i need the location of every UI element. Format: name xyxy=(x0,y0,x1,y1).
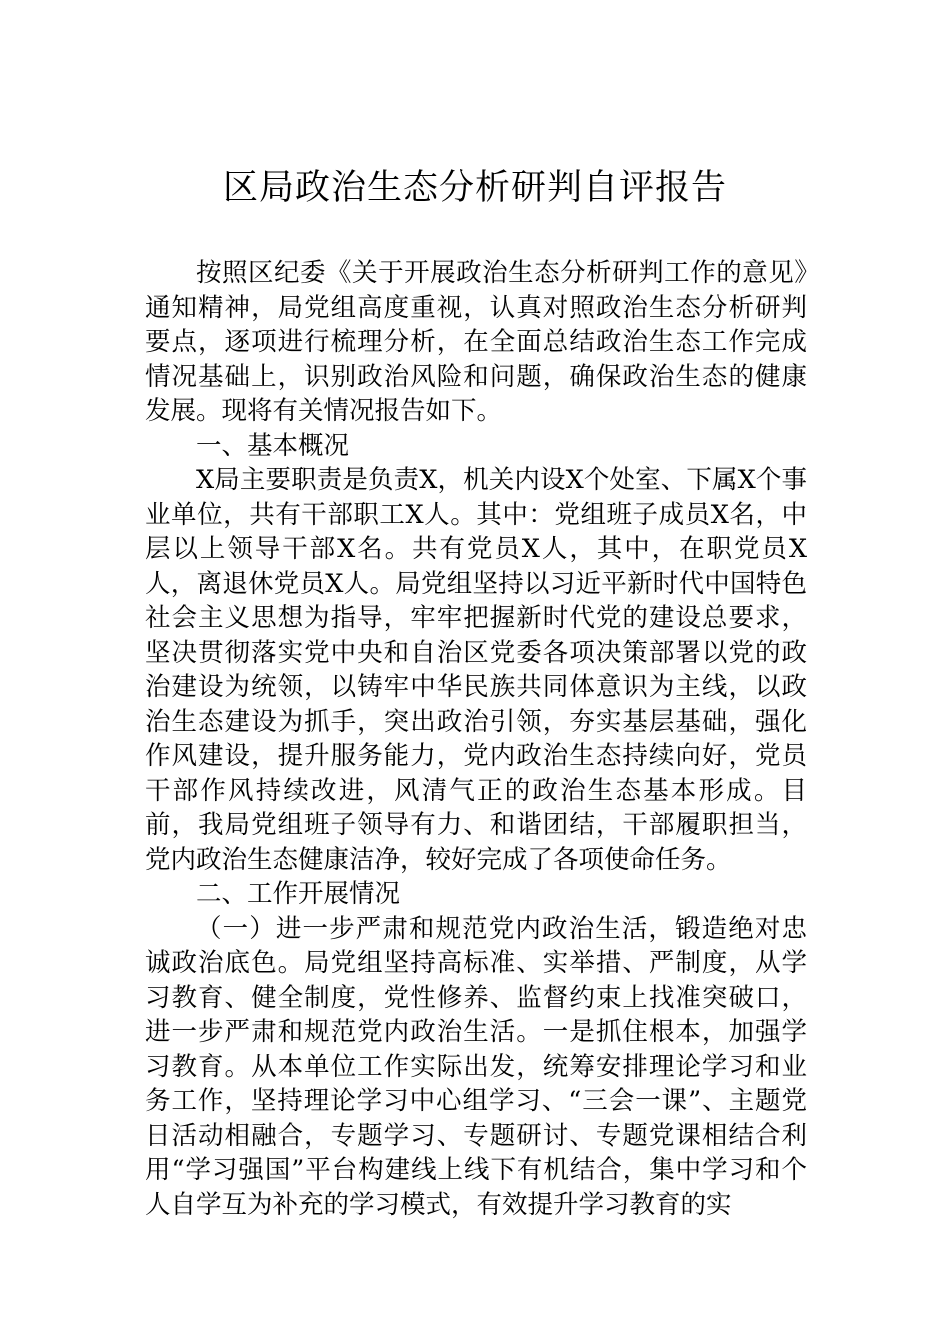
document-body xyxy=(145,256,807,1222)
intro-paragraph: 按照区纪委《关于开展政治生态分析研判工作的意见》通知精神，局党组高度重视，认真对照政治生态分析研判要点，逐项进行梳理分析，在全面总结政治生态工作完成情况基础上，识别政治风险和问题，确保政治生态的健康发展。现将有关情况报告如下。 xyxy=(145,258,807,426)
section-heading-work-progress: 二、工作开展情况 xyxy=(196,879,401,909)
section-heading-basic-overview: 一、基本概况 xyxy=(196,430,350,461)
basic-overview-paragraph: X局主要职责是负责X，机关内设X个处室、下属X个事业单位，共有干部职工X人。其中：党组班子成员X名，中层以上领导干部X名。共有党员X人，其中，在职党员X人，离退休党员X人。局党组坚持以习近平新时代中国特色社会主义思想为指导，牢牢把握新时代党的建设总要求，坚决贯彻落实党中央和自治区党委各项决策部署以党的政治建设为统领，以铸牢中华民族共同体意识为主线，以政治生态建设为抓手，突出政治引领，夯实基层基础，强化作风建设，提升服务能力，党内政治生态持续向好，党员干部作风持续改进，风清气正的政治生态基本形成。目前，我局党组班子领导有力、和谐团结，干部履职担当，党内政治生态健康洁净，较好完成了各项使命任务。 xyxy=(145,465,807,875)
work-progress-paragraph: （一）进一步严肃和规范党内政治生活，锻造绝对忠诚政治底色。局党组坚持高标准、实举措、严制度，从学习教育、健全制度，党性修养、监督约束上找准突破口，进一步严肃和规范党内政治生活。一是抓住根本，加强学习教育。从本单位工作实际出发，统筹安排理论学习和业务工作，坚持理论学习中心组学习、“三会一课”、主题党日活动相融合，专题学习、专题研讨、专题党课相结合利用“学习强国”平台构建线上线下有机结合，集中学习和个人自学互为补充的学习模式，有效提升学习教育的实 xyxy=(145,913,807,1220)
document-title: 区局政治生态分析研判自评报告 xyxy=(222,168,727,208)
